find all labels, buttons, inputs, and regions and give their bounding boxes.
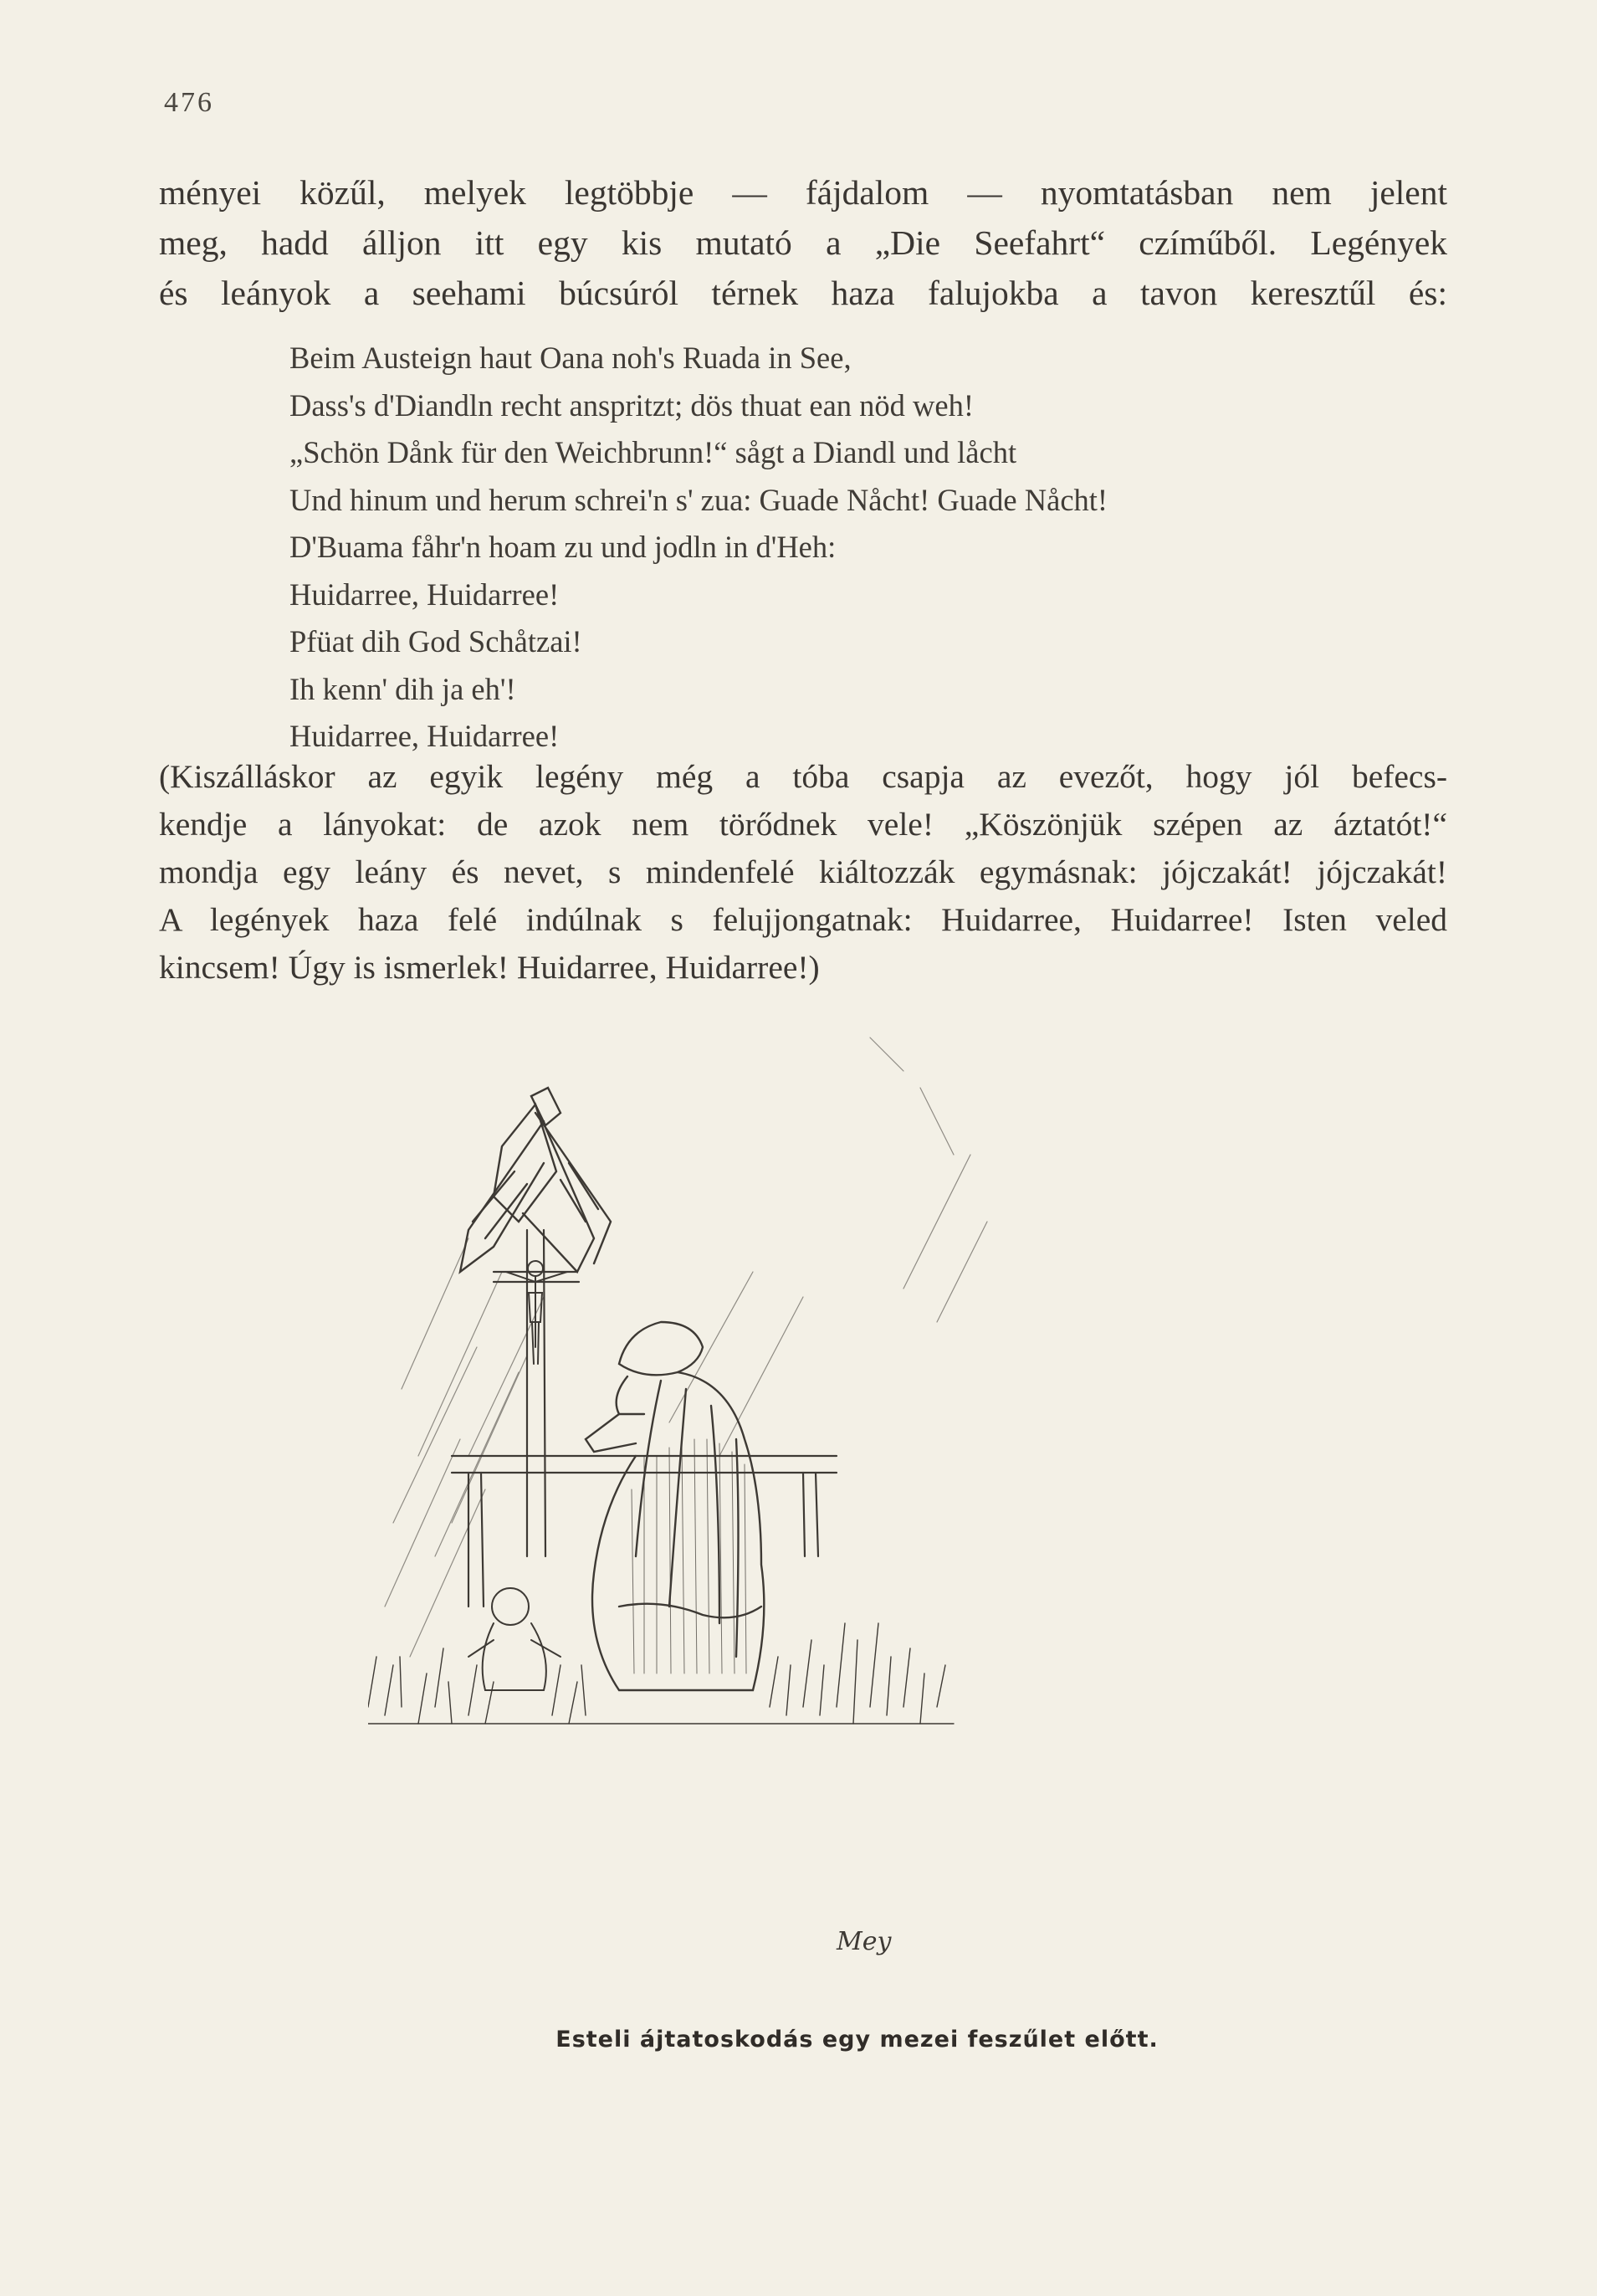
translation-line: (Kiszálláskor az egyik legény még a tóba csapja az evezőt, hogy jól befecs- [159,758,1447,795]
child-figure [468,1588,560,1690]
intro-line: ményei közűl, melyek legtöbbje — fájdalom — nyomtatásban nem jelent [159,173,1447,212]
translation-line: A legények haza felé indúlnak s felujjongatnak: Huidarree, Huidarree! Isten veled [159,901,1447,938]
verse-line: Huidarree, Huidarree! [289,577,560,612]
page-number: 476 [164,87,214,118]
kneeling-woman [586,1322,764,1690]
translation-line: kincsem! Úgy is ismerlek! Huidarree, Huidarree!) [159,949,820,986]
dress-hatching [632,1439,746,1673]
artist-signature: Mey [837,1927,892,1956]
rain-streaks [385,1038,987,1657]
verse-line: Und hinum und herum schrei'n s' zua: Guade Nåcht! Guade Nåcht! [289,482,1108,517]
dialect-verse [289,335,1108,761]
intro-line: és leányok a seehami búcsúról térnek haza falujokba a tavon keresztűl és: [159,274,1447,312]
verse-line: Dass's d'Diandln recht anspritzt; dös thuat ean nöd weh! [289,387,974,423]
wayside-cross-illustration [368,1021,1171,1975]
intro-line: meg, hadd álljon itt egy kis mutató a „Die Seefahrt“ czíműből. Legények [159,223,1447,262]
verse-line: D'Buama fåhr'n hoam zu und jodln in d'Heh: [289,530,837,564]
grass [368,1623,954,1724]
translation-paragraph [159,753,1447,992]
illustration-caption: Esteli ájtatoskodás egy mezei feszűlet előtt. [555,2027,1159,2053]
translation-line: kendje a lányokat: de azok nem törődnek vele! „Köszönjük szépen az áztatót!“ [159,806,1447,843]
cross-roof [460,1088,611,1272]
verse-line: Huidarree, Huidarree! [289,719,560,753]
verse-line: Ih kenn' dih ja eh'! [289,671,516,706]
verse-line: „Schön Dånk für den Weichbrunn!“ sågt a Diandl und låcht [289,435,1017,469]
intro-paragraph [159,167,1447,318]
verse-line: Beim Austeign haut Oana noh's Ruada in See, [289,341,852,375]
translation-line: mondja egy leány és nevet, s mindenfelé kiáltozzák egymásnak: jójczakát! jójczakát! [159,853,1447,890]
verse-line: Pfüat dih God Schåtzai! [289,624,582,659]
